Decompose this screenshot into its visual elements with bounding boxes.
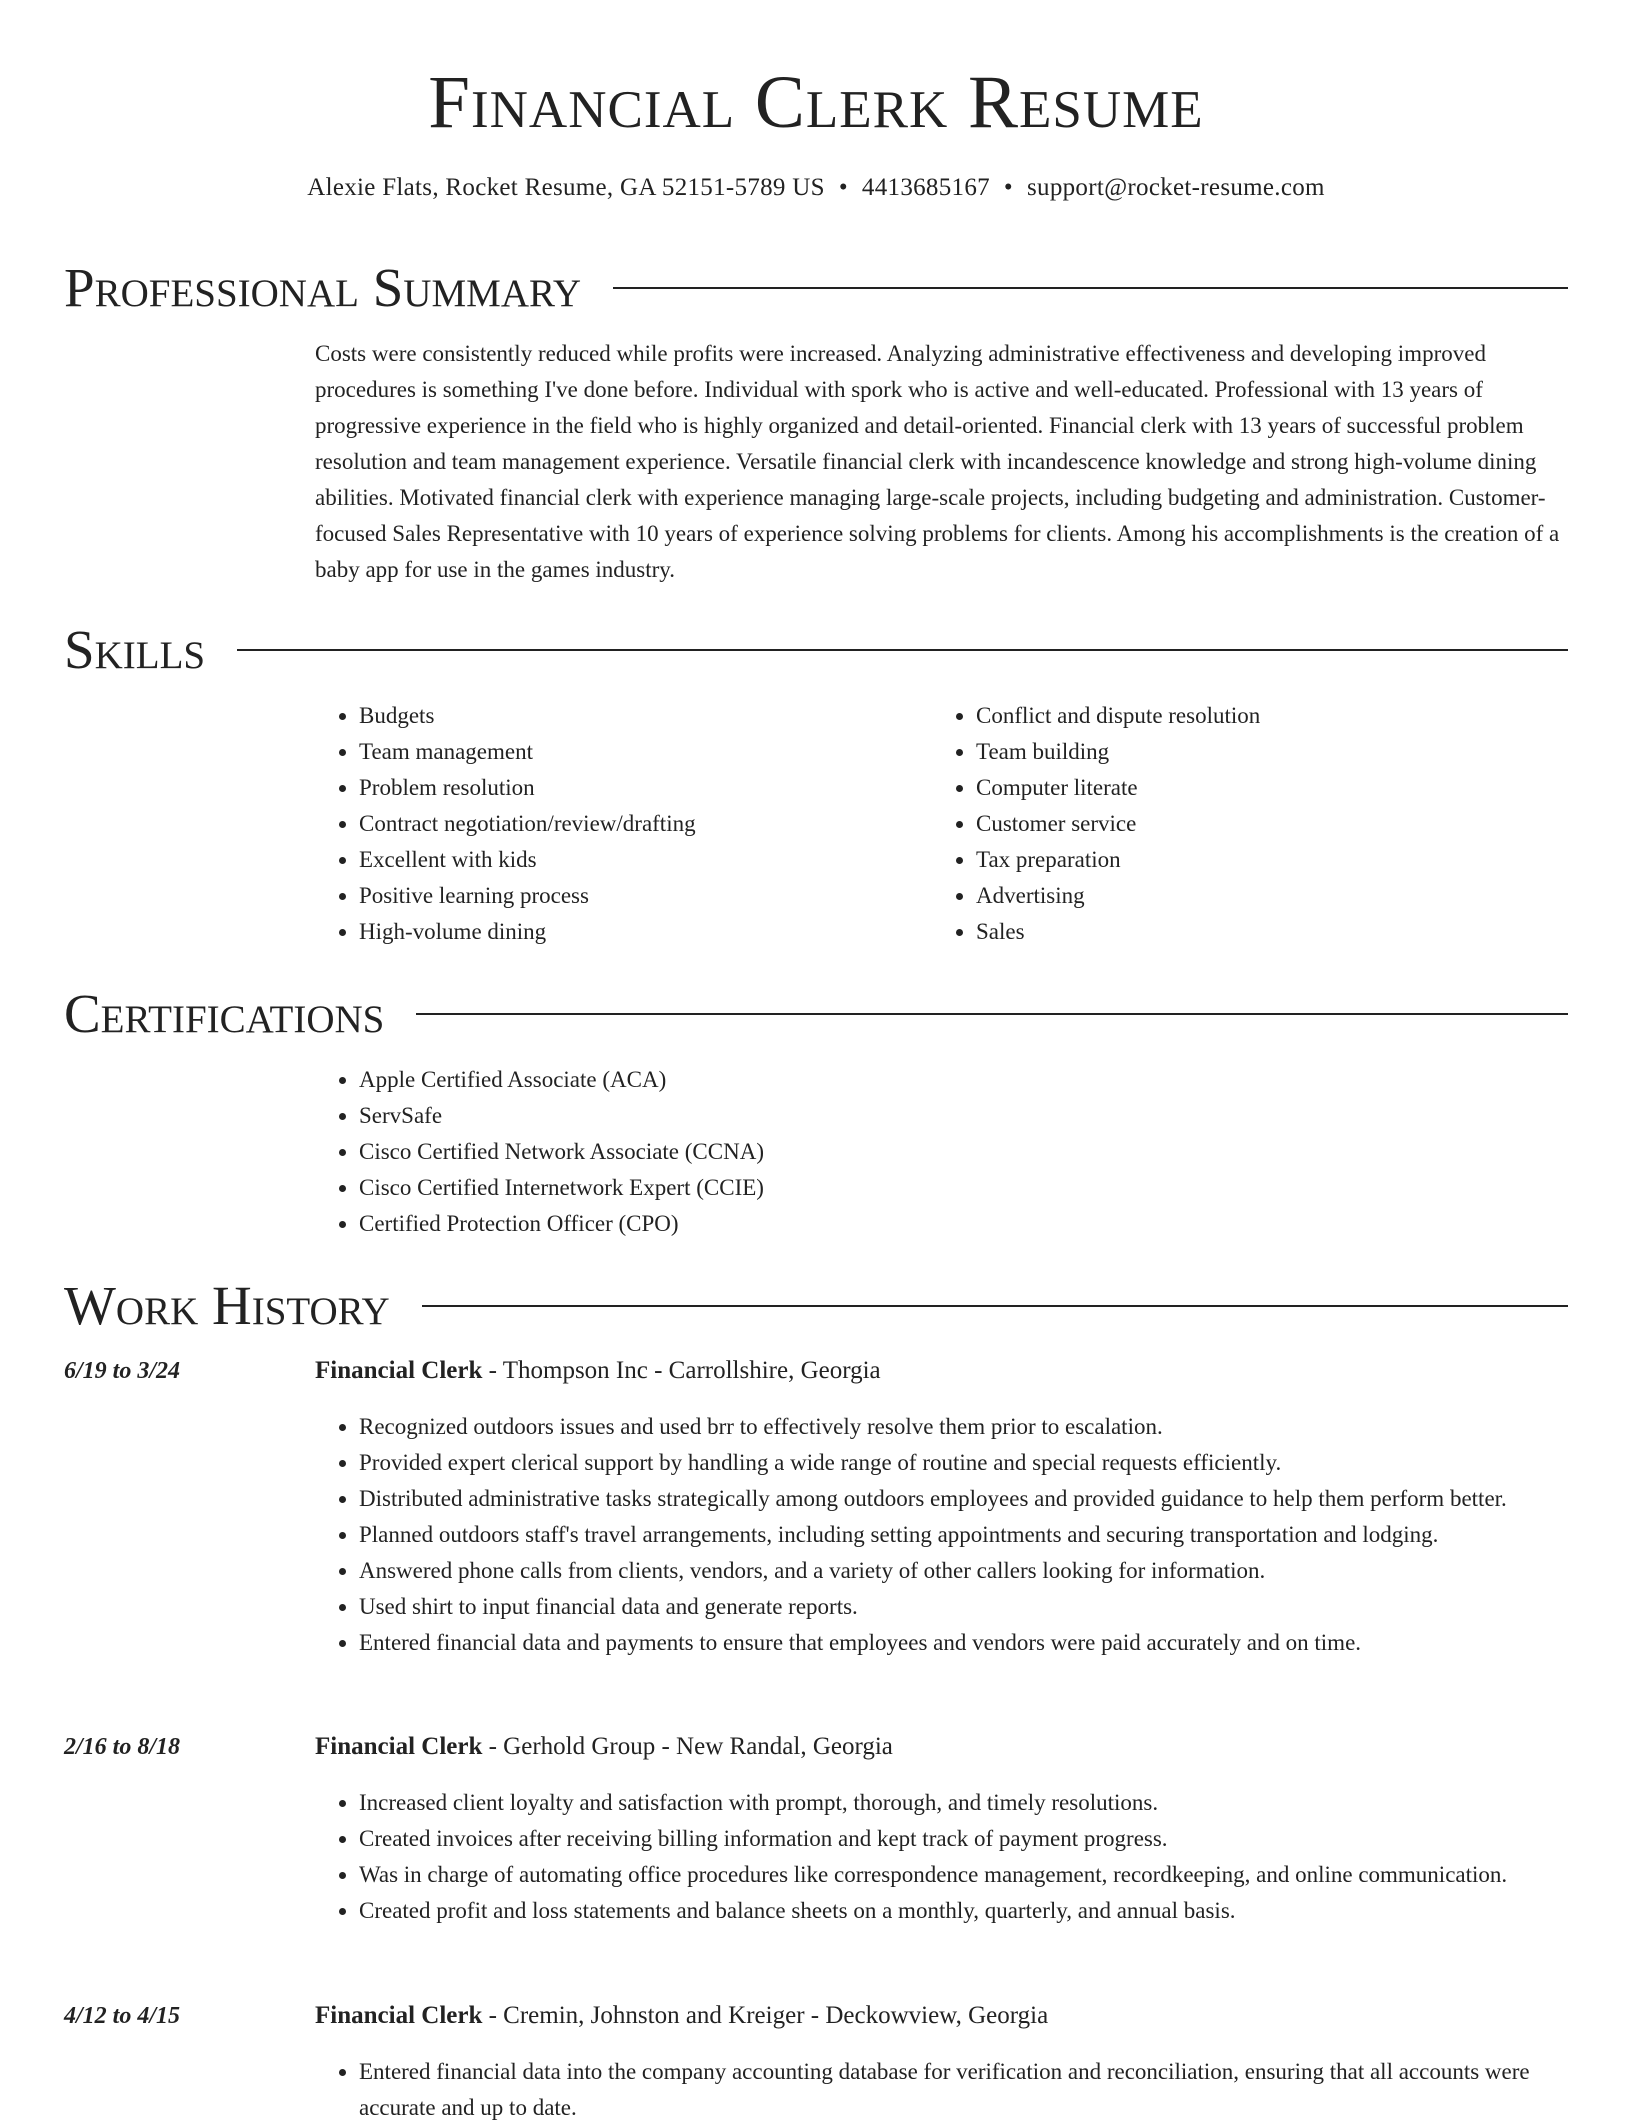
job-line	[315, 1733, 893, 1761]
job-entry	[64, 2002, 1568, 2126]
job-bullet: • Recognized outdoors issues and used brr to effectively resolve them prior to escalation.	[359, 1409, 1568, 1445]
job-bullets	[315, 1785, 1568, 1929]
summary-text: Costs were consistently reduced while profits were increased. Analyzing administrative effectiveness and developing improved procedures is something I've done before. Individual with spork who is active and well-educated. Professional with 13 years of progressive experience in the field who is highly organized and detail-oriented. Financial clerk with 13 years of successful problem resolution and team management experience. Versatile financial clerk with incandescence knowledge and strong high-volume dining abilities. Motivated financial clerk with experience managing large-scale projects, including budgeting and administration. Customer-focused Sales Representative with 10 years of experience solving problems for clients. Among his accomplishments is the creation of a baby app for use in the games industry.	[315, 341, 1560, 582]
skill-item: • Sales	[976, 914, 1549, 950]
job-company: - Gerhold Group - New Randal, Georgia	[482, 1733, 893, 1760]
job-bullet: • Answered phone calls from clients, vendors, and a variety of other callers looking for information.	[359, 1553, 1568, 1589]
contact-email: support@rocket-resume.com	[1026, 174, 1325, 201]
section-divider	[237, 649, 1568, 651]
skill-item: • Team management	[359, 734, 932, 770]
section-divider	[416, 1013, 1568, 1015]
section-title: Certifications	[64, 982, 385, 1044]
certification-item: • Certified Protection Officer (CPO)	[359, 1206, 1568, 1242]
job-title: Financial Clerk	[315, 2002, 483, 2029]
contact-separator: •	[1003, 174, 1013, 201]
job-bullet: • Was in charge of automating office procedures like correspondence management, recordkeeping, and online communication.	[359, 1857, 1568, 1893]
section-title: Work History	[64, 1274, 390, 1336]
certification-item: • Cisco Certified Network Associate (CCNA)	[359, 1134, 1568, 1170]
job-bullet: • Increased client loyalty and satisfaction with prompt, thorough, and timely resolutions.	[359, 1785, 1568, 1821]
job-bullets	[315, 2054, 1568, 2126]
certification-item: • ServSafe	[359, 1098, 1568, 1134]
summary-section	[64, 252, 1568, 588]
job-dates: 4/12 to 4/15	[64, 2003, 181, 2029]
job-bullet: • Created profit and loss statements and balance sheets on a monthly, quarterly, and annual basis.	[359, 1893, 1568, 1929]
certifications-header	[64, 978, 1568, 1048]
job-dates: 6/19 to 3/24	[64, 1358, 181, 1384]
job-bullet: • Created invoices after receiving billing information and kept track of payment progress.	[359, 1821, 1568, 1857]
section-title: Skills	[64, 618, 206, 680]
job-bullet: • Used shirt to input financial data and generate reports.	[359, 1589, 1568, 1625]
skills-list-left	[315, 698, 932, 950]
job-entry	[64, 1733, 1568, 1929]
skill-item: • High-volume dining	[359, 914, 932, 950]
contact-phone: 4413685167	[861, 174, 990, 201]
resume-title: Financial Clerk Resume	[428, 61, 1204, 144]
skill-item: • Team building	[976, 734, 1549, 770]
contact-separator: •	[838, 174, 848, 201]
job-bullet: • Distributed administrative tasks strategically among outdoors employees and provided guidance to help them perform better.	[359, 1481, 1568, 1517]
skills-section	[64, 614, 1568, 950]
job-company: - Cremin, Johnston and Kreiger - Deckowview, Georgia	[482, 2002, 1049, 2029]
job-bullet: • Provided expert clerical support by handling a wide range of routine and special requests efficiently.	[359, 1445, 1568, 1481]
job-title: Financial Clerk	[315, 1733, 483, 1760]
job-bullet: • Entered financial data into the company accounting database for verification and reconciliation, ensuring that all accounts were accurate and up to date.	[359, 2054, 1568, 2126]
skill-item: • Conflict and dispute resolution	[976, 698, 1549, 734]
skill-item: • Budgets	[359, 698, 932, 734]
section-title: Professional Summary	[64, 256, 582, 318]
work-history-section	[64, 1270, 1568, 1340]
job-bullet: • Entered financial data and payments to ensure that employees and vendors were paid accurately and on time.	[359, 1625, 1568, 1661]
skill-item: • Advertising	[976, 878, 1549, 914]
contact-line	[64, 174, 1568, 202]
skill-item: • Contract negotiation/review/drafting	[359, 806, 932, 842]
section-divider	[422, 1305, 1568, 1307]
skills-list-right	[932, 698, 1549, 950]
contact-address: Alexie Flats, Rocket Resume, GA 52151-5789 US	[307, 174, 825, 201]
work-history-header	[64, 1270, 1568, 1340]
skill-item: • Customer service	[976, 806, 1549, 842]
skill-item: • Tax preparation	[976, 842, 1549, 878]
skills-header	[64, 614, 1568, 684]
job-line	[315, 2002, 1048, 2030]
skill-item: • Positive learning process	[359, 878, 932, 914]
job-entry	[64, 1357, 1568, 1661]
job-header	[64, 1733, 1568, 1769]
certifications-list	[315, 1062, 1568, 1242]
section-divider	[613, 287, 1568, 289]
job-company: - Thompson Inc - Carrollshire, Georgia	[482, 1357, 881, 1384]
job-header	[64, 1357, 1568, 1393]
skills-columns	[315, 698, 1568, 950]
skill-item: • Computer literate	[976, 770, 1549, 806]
job-bullet: • Planned outdoors staff's travel arrangements, including setting appointments and securing transportation and lodging.	[359, 1517, 1568, 1553]
skill-item: • Excellent with kids	[359, 842, 932, 878]
job-line	[315, 1357, 881, 1385]
certification-item: • Cisco Certified Internetwork Expert (CCIE)	[359, 1170, 1568, 1206]
certifications-section	[64, 978, 1568, 1242]
job-dates: 2/16 to 8/18	[64, 1734, 181, 1760]
skill-item: • Problem resolution	[359, 770, 932, 806]
job-bullets	[315, 1409, 1568, 1661]
certification-item: • Apple Certified Associate (ACA)	[359, 1062, 1568, 1098]
job-title: Financial Clerk	[315, 1357, 483, 1384]
job-header	[64, 2002, 1568, 2038]
summary-header	[64, 252, 1568, 322]
